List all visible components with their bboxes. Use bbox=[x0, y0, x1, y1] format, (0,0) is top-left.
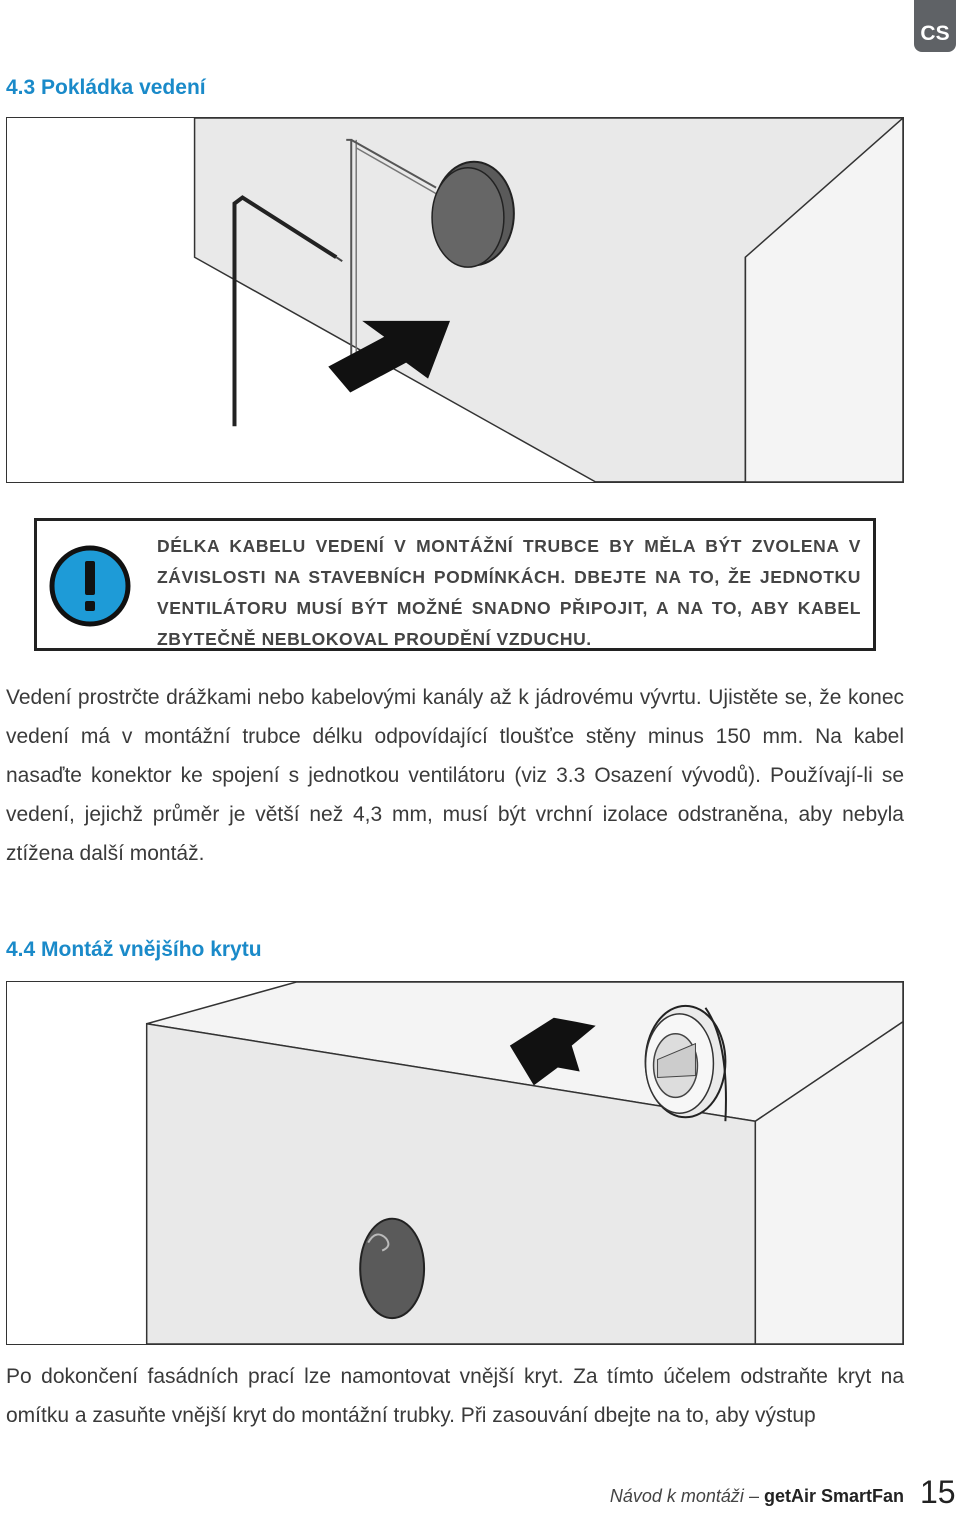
language-badge: CS bbox=[914, 0, 956, 52]
paragraph-cable-instructions: Vedení prostrčte drážkami nebo kabelovými kanály až k jádrovému vývrtu. Ujistěte se, že konec vedení má v montážní trubce délku odpovídající tloušťce stěny minus 150 mm. Na kabel nasaďte konektor ke spojení s jednotkou ventilátoru (viz 3.3 Osazení vývodů). Používají-li se vedení, jejichž průměr je větší než 4,3 mm, musí být vrchní izolace odstraněna, aby nebyla ztížena další montáž. bbox=[6, 686, 904, 865]
footer-doc-title: Návod k montáži bbox=[609, 1486, 744, 1506]
warning-exclamation-icon bbox=[49, 545, 131, 627]
figure-outer-cover bbox=[6, 981, 904, 1345]
outer-cover-illustration bbox=[7, 982, 903, 1344]
footer bbox=[610, 1486, 904, 1507]
footer-brand: getAir SmartFan bbox=[763, 1486, 904, 1506]
footer-separator: – bbox=[748, 1486, 759, 1506]
cable-laying-illustration bbox=[7, 118, 903, 482]
section-title-4-4: 4.4 Montáž vnějšího krytu bbox=[6, 938, 262, 961]
warning-text: DÉLKA KABELU VEDENÍ V MONTÁŽNÍ TRUBCE BY MĚLA BÝT ZVOLENA V ZÁVISLOSTI NA STAVEBNÍCH PODMÍNKÁCH. DBEJTE NA TO, ŽE JEDNOTKU VENTILÁTORU MUSÍ BÝT MOŽNÉ SNADNO PŘIPOJIT, A NA TO, ABY KABEL ZBYTEČNĚ NEBLOKOVAL PROUDĚNÍ VZDUCHU. bbox=[157, 536, 861, 649]
warning-box bbox=[34, 518, 876, 651]
figure-cable-laying bbox=[6, 117, 904, 483]
paragraph-outer-cover: Po dokončení fasádních prací lze namontovat vnější kryt. Za tímto účelem odstraňte kryt na omítku a zasuňte vnější kryt do montážní trubky. Při zasouvání dbejte na to, aby výstup bbox=[6, 1365, 904, 1427]
page-number: 15 bbox=[920, 1474, 956, 1510]
section-title-4-3: 4.3 Pokládka vedení bbox=[6, 76, 206, 99]
